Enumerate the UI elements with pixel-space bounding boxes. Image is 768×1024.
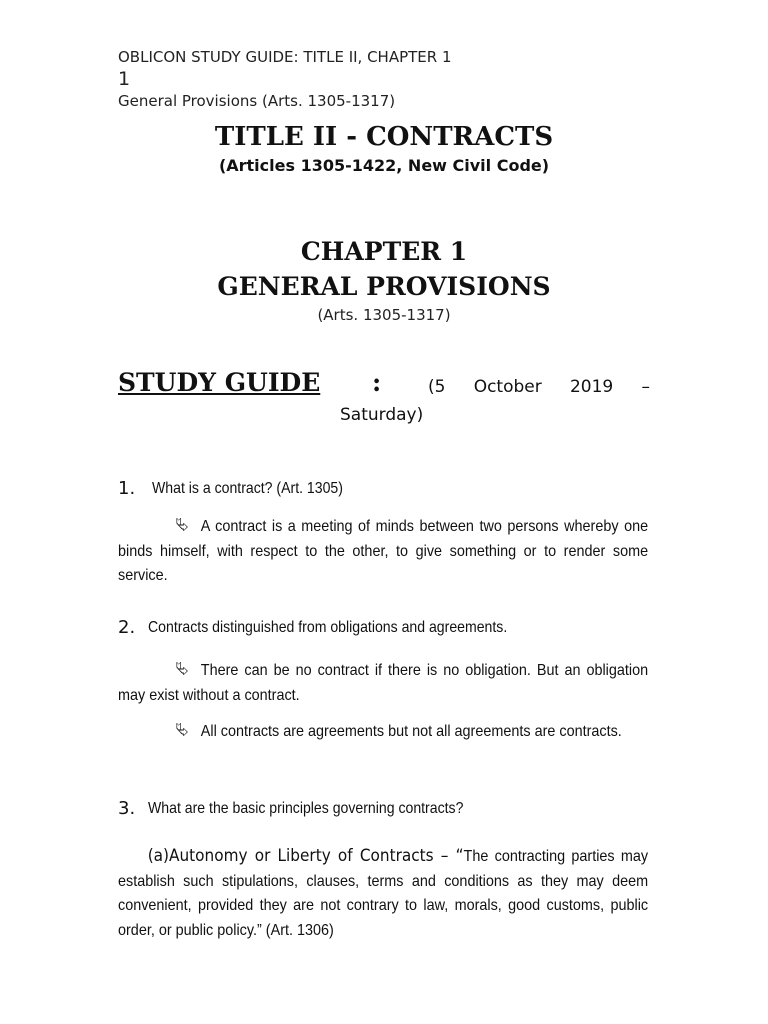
date-word: – [641, 377, 650, 397]
hooked-arrow-icon: ⮱ [175, 659, 189, 679]
question-text: What is a contract? (Art. 1305) [152, 480, 343, 497]
answer-text: All contracts are agreements but not all agreements are contracts. [200, 723, 622, 740]
chapter-name: GENERAL PROVISIONS [217, 272, 551, 301]
hooked-arrow-icon: ⮱ [175, 515, 189, 535]
answer-paragraph [118, 657, 648, 708]
study-guide-date-day: Saturday) [340, 405, 424, 425]
answer-paragraph [118, 718, 648, 745]
question-text: What are the basic principles governing contracts? [148, 800, 464, 817]
date-word: 2019 [569, 377, 614, 397]
principle-label: (a) [147, 846, 170, 866]
question-number: 1. [118, 478, 136, 499]
study-guide-colon: : [372, 368, 382, 397]
principle-paragraph [118, 844, 648, 943]
question-number: 3. [118, 798, 136, 819]
chapter-number: CHAPTER 1 [300, 237, 468, 266]
hooked-arrow-icon: ⮱ [175, 720, 189, 740]
study-guide-label: STUDY GUIDE [118, 368, 321, 397]
header-page-number: 1 [118, 68, 131, 90]
principle-title: Autonomy or Liberty of Contracts – “ [169, 846, 464, 866]
header-guide-title: OBLICON STUDY GUIDE: TITLE II, CHAPTER 1 [118, 48, 452, 66]
answer-text: There can be no contract if there is no obligation. But an obligation may exist without a contract. [118, 662, 649, 704]
answer-text: A contract is a meeting of minds between two persons whereby one binds himself, with respect to the other, to give something or to render some service. [118, 518, 649, 584]
study-guide-date [428, 377, 650, 397]
question-number: 2. [118, 617, 136, 638]
principle-body: The contracting parties may establish such stipulations, clauses, terms and conditions as they may deem convenient, provided they are not contrary to law, morals, good customs, public order, or public policy.” (Art. 1306) [118, 848, 649, 939]
question-text: Contracts distinguished from obligations and agreements. [148, 619, 508, 636]
header-section: General Provisions (Arts. 1305-1317) [118, 92, 396, 110]
date-word: October [473, 377, 542, 397]
title-main: TITLE II - CONTRACTS [214, 122, 554, 152]
answer-paragraph [118, 513, 648, 589]
date-word: (5 [428, 377, 446, 397]
title-articles: (Articles 1305-1422, New Civil Code) [218, 156, 550, 175]
chapter-articles: (Arts. 1305-1317) [317, 306, 451, 324]
